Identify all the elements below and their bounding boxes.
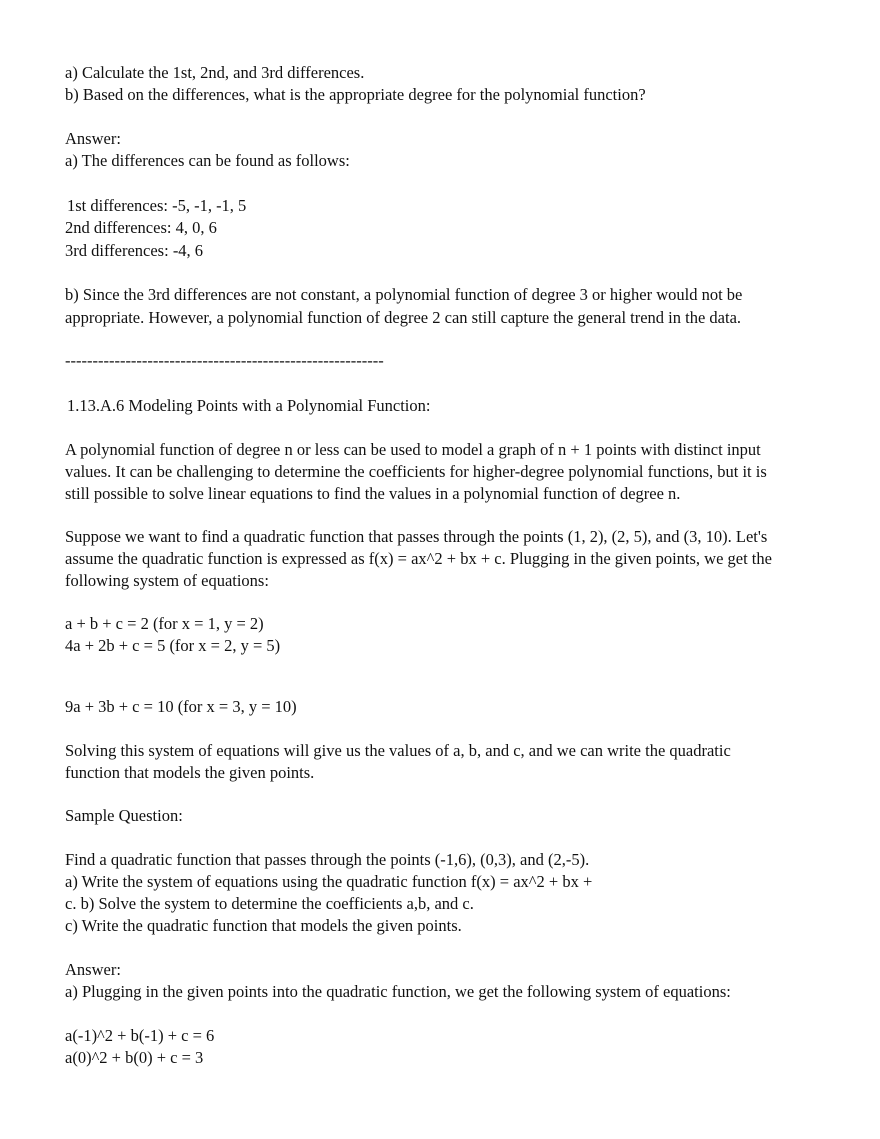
answer-part-a: a) The differences can be found as follows: <box>65 151 350 170</box>
third-differences: 3rd differences: -4, 6 <box>65 241 204 260</box>
sample-question-line-2: a) Write the system of equations using the quadratic function f(x) = ax^2 + bx + <box>65 872 593 891</box>
equation-1: a + b + c = 2 (for x = 1, y = 2) <box>65 614 264 633</box>
equation-3: 9a + 3b + c = 10 (for x = 3, y = 10) <box>65 697 297 716</box>
answer-2-label: Answer: <box>65 960 121 979</box>
answer-label: Answer: <box>65 129 121 148</box>
second-differences: 2nd differences: 4, 0, 6 <box>65 218 217 237</box>
answer-part-b-line-2: appropriate. However, a polynomial function of degree 2 can still capture the general trend in the data. <box>65 308 742 327</box>
system-equation-2: a(0)^2 + b(0) + c = 3 <box>65 1048 204 1067</box>
paragraph-1-line-1: A polynomial function of degree n or less can be used to model a graph of n + 1 points with distinct input <box>65 440 761 459</box>
answer-part-b-line-1: b) Since the 3rd differences are not constant, a polynomial function of degree 3 or higher would not be <box>65 285 743 304</box>
equation-2: 4a + 2b + c = 5 (for x = 2, y = 5) <box>65 636 281 655</box>
system-equation-1: a(-1)^2 + b(-1) + c = 6 <box>65 1026 215 1045</box>
paragraph-2-line-3: following system of equations: <box>65 571 269 590</box>
sample-question-line-3: c. b) Solve the system to determine the coefficients a,b, and c. <box>65 894 474 913</box>
section-title: 1.13.A.6 Modeling Points with a Polynomial Function: <box>67 396 431 415</box>
answer-2-part-a: a) Plugging in the given points into the quadratic function, we get the following system of equations: <box>65 982 731 1001</box>
paragraph-1-line-3: still possible to solve linear equations to find the values in a polynomial function of degree n. <box>65 484 681 503</box>
question-part-b: b) Based on the differences, what is the appropriate degree for the polynomial function? <box>65 85 646 104</box>
paragraph-1-line-2: values. It can be challenging to determine the coefficients for higher-degree polynomial functions, but it is <box>65 462 767 481</box>
paragraph-3-line-1: Solving this system of equations will give us the values of a, b, and c, and we can write the quadratic <box>65 741 731 760</box>
paragraph-2-line-1: Suppose we want to find a quadratic function that passes through the points (1, 2), (2, 5), and (3, 10). Let's <box>65 527 768 546</box>
question-part-a: a) Calculate the 1st, 2nd, and 3rd differences. <box>65 63 365 82</box>
paragraph-2-line-2: assume the quadratic function is expressed as f(x) = ax^2 + bx + c. Plugging in the given points, we get the <box>65 549 772 568</box>
separator-line: ---------------------------------------------------------- <box>65 351 384 370</box>
first-differences: 1st differences: -5, -1, -1, 5 <box>67 196 247 215</box>
sample-question-label: Sample Question: <box>65 806 183 825</box>
sample-question-line-4: c) Write the quadratic function that models the given points. <box>65 916 462 935</box>
paragraph-3-line-2: function that models the given points. <box>65 763 315 782</box>
sample-question-line-1: Find a quadratic function that passes through the points (-1,6), (0,3), and (2,-5). <box>65 850 590 869</box>
